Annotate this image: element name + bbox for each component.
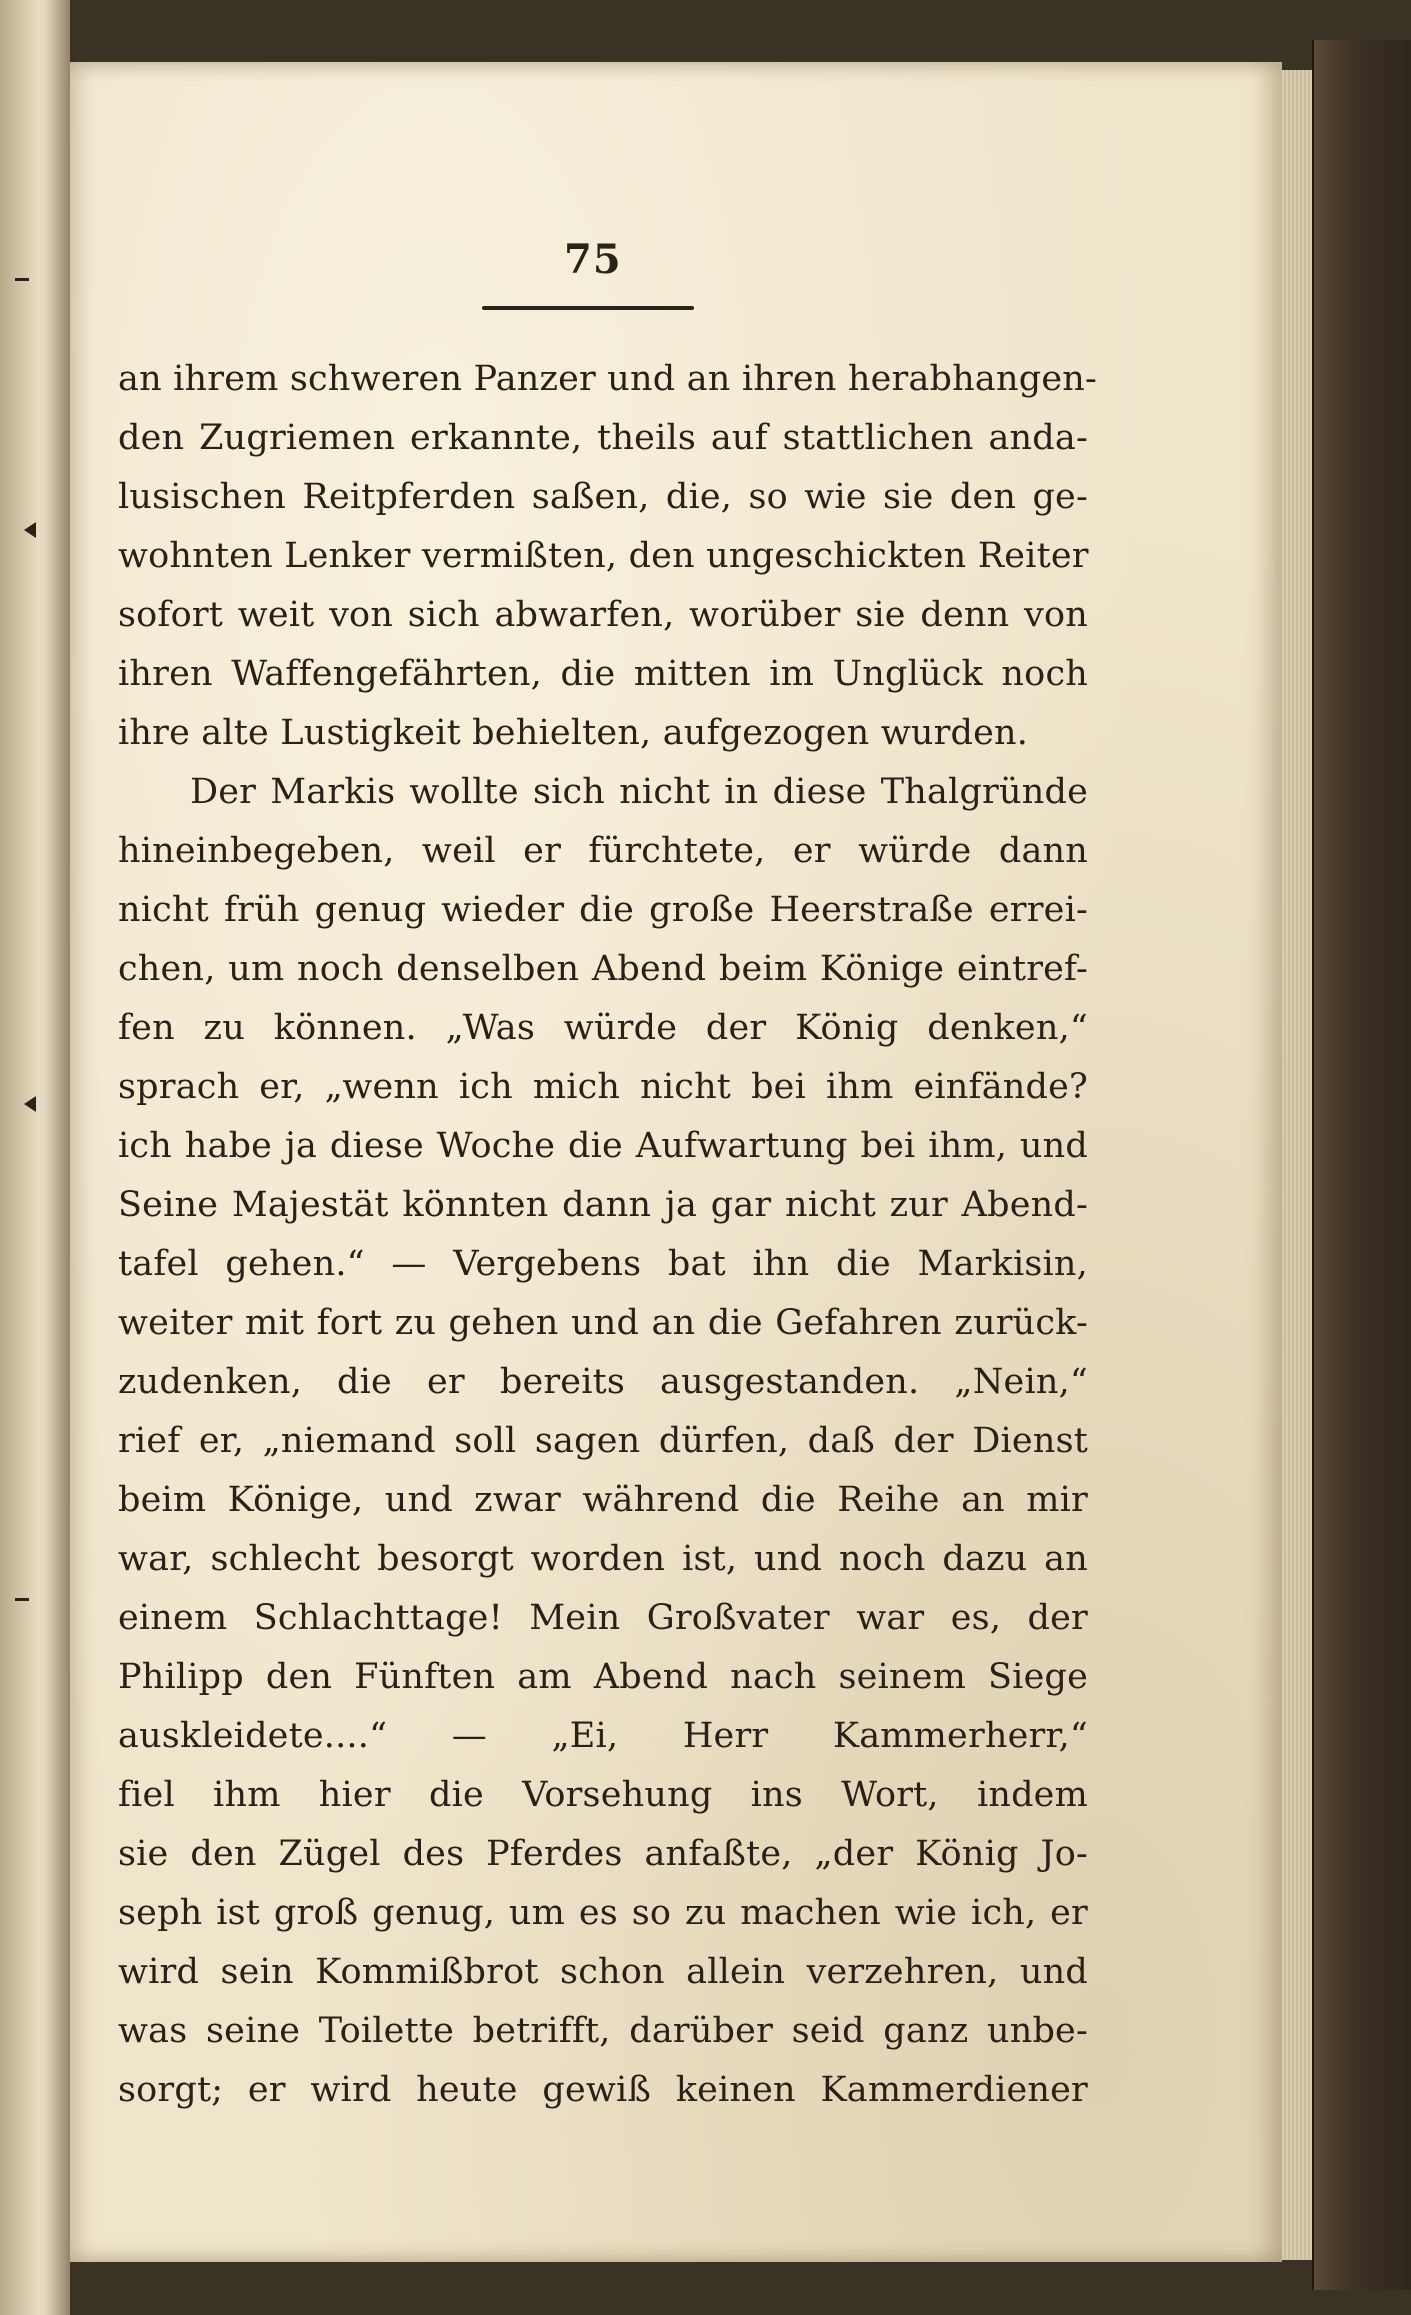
text-line: war, schlecht besorgt worden ist, und noch dazu an xyxy=(118,1539,1088,1579)
text-line: wohnten Lenker vermißten, den ungeschickten Reiter xyxy=(118,536,1089,576)
text-line: fiel ihm hier die Vorsehung ins Wort, indem xyxy=(118,1775,1088,1815)
text-line: sorgt; er wird heute gewiß keinen Kammerdiener xyxy=(118,2070,1088,2110)
text-line: Seine Majestät könnten dann ja gar nicht zur Abend- xyxy=(118,1185,1088,1225)
text-line: beim Könige, und zwar während die Reihe an mir xyxy=(118,1480,1088,1520)
margin-arrow-mark xyxy=(24,1096,36,1112)
margin-arrow-mark xyxy=(24,522,36,538)
text-line: ihren Waffengefährten, die mitten im Unglück noch xyxy=(118,654,1088,694)
text-line: weiter mit fort zu gehen und an die Gefahren zurück- xyxy=(118,1303,1088,1343)
text-line: den Zugriemen erkannte, theils auf stattlichen anda- xyxy=(118,418,1088,458)
text-line: wird sein Kommißbrot schon allein verzehren, und xyxy=(118,1952,1088,1992)
text-line: Philipp den Fünften am Abend nach seinem Siege xyxy=(118,1657,1088,1697)
text-line: was seine Toilette betrifft, darüber seid ganz unbe- xyxy=(118,2011,1088,2051)
page-edges xyxy=(1282,70,1312,2260)
margin-mark xyxy=(15,1598,29,1601)
text-line: tafel gehen.“ — Vergebens bat ihn die Markisin, xyxy=(118,1244,1088,1284)
text-line: ich habe ja diese Woche die Aufwartung bei ihm, und xyxy=(118,1126,1088,1166)
text-line: sofort weit von sich abwarfen, worüber sie denn von xyxy=(118,595,1088,635)
book-cover xyxy=(1312,40,1411,2290)
text-line: rief er, „niemand soll sagen dürfen, daß der Dienst xyxy=(118,1421,1088,1461)
text-line: zudenken, die er bereits ausgestanden. „Nein,“ xyxy=(118,1362,1088,1402)
paragraph-start-line: Der Markis wollte sich nicht in diese Thalgründe xyxy=(190,772,1088,812)
text-line: einem Schlachttage! Mein Großvater war es, der xyxy=(118,1598,1088,1638)
margin-mark xyxy=(15,278,29,281)
text-line: ihre alte Lustigkeit behielten, aufgezogen wurden. xyxy=(118,713,1029,753)
text-line: hineinbegeben, weil er fürchtete, er würde dann xyxy=(118,831,1088,871)
text-line: chen, um noch denselben Abend beim Könige eintref- xyxy=(118,949,1088,989)
text-line: seph ist groß genug, um es so zu machen wie ich, er xyxy=(118,1893,1088,1933)
body-text xyxy=(118,350,1097,2120)
text-line: lusischen Reitpferden saßen, die, so wie sie den ge- xyxy=(118,477,1088,517)
text-line: sie den Zügel des Pferdes anfaßte, „der König Jo- xyxy=(118,1834,1088,1874)
text-line: nicht früh genug wieder die große Heerstraße errei- xyxy=(118,890,1088,930)
page-number: 75 xyxy=(564,236,622,283)
text-line: an ihrem schweren Panzer und an ihren herabhangen- xyxy=(118,359,1097,399)
header-rule xyxy=(482,306,694,310)
text-line: auskleidete....“ — „Ei, Herr Kammerherr,“ xyxy=(118,1716,1088,1756)
text-line: fen zu können. „Was würde der König denken,“ xyxy=(118,1008,1088,1048)
text-line: sprach er, „wenn ich mich nicht bei ihm einfände? xyxy=(118,1067,1088,1107)
